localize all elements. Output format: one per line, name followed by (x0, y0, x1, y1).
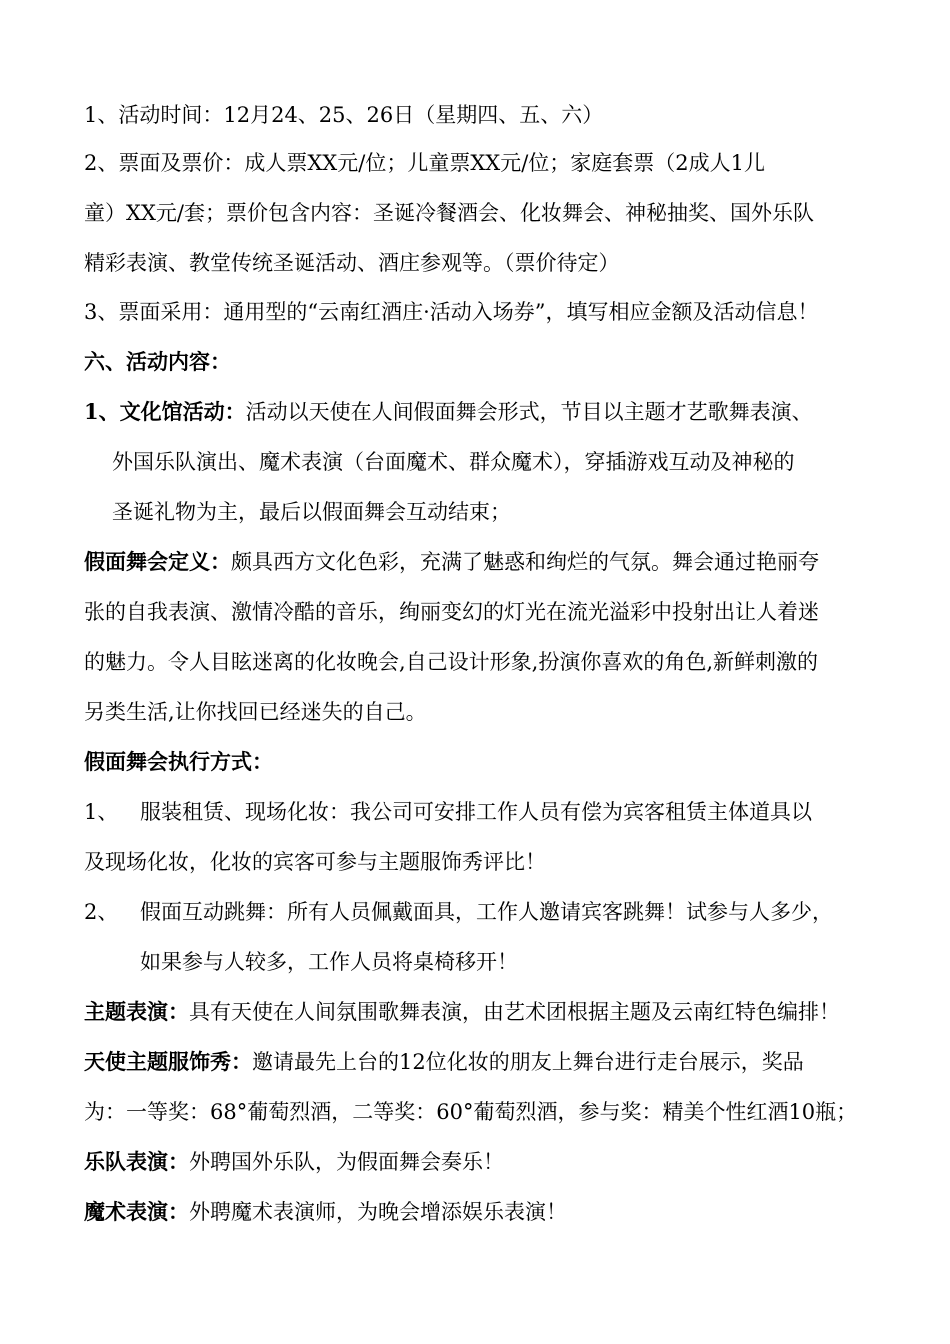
ticket-line-4: 精彩表演、教堂传统圣诞活动、酒庄参观等。（票价待定） (84, 251, 620, 275)
definition-line-2: 张的自我表演、激情冷酷的音乐，绚丽变幻的灯光在流光溢彩中投射出让人着迷 (84, 600, 819, 624)
execution-item-2-text: 假面互动跳舞：所有人员佩戴面具，工作人邀请宾客跳舞！试参与人多少， (140, 900, 833, 924)
definition-label: 假面舞会定义： (84, 549, 231, 574)
execution-item-2 (84, 897, 833, 927)
culture-hall-line-2: 外国乐队演出、魔术表演（台面魔术、群众魔术），穿插游戏互动及神秘的 (112, 450, 795, 474)
execution-heading: 假面舞会执行方式： (84, 749, 273, 774)
theme-text: 具有天使在人间氛围歌舞表演，由艺术团根据主题及云南红特色编排！ (189, 1000, 840, 1024)
fashion-label: 天使主题服饰秀： (84, 1049, 252, 1074)
execution-item-1-text: 服装租赁、现场化妆：我公司可安排工作人员有偿为宾客租赁主体道具以 (140, 800, 812, 824)
theme-label: 主题表演： (84, 999, 189, 1024)
magic-performance (84, 1197, 567, 1227)
definition-line-4: 另类生活,让你找回已经迷失的自己。 (84, 700, 427, 724)
magic-label: 魔术表演： (84, 1199, 189, 1224)
fashion-text: 邀请最先上台的12位化妆的朋友上舞台进行走台展示，奖品 (252, 1050, 804, 1074)
band-label: 乐队表演： (84, 1149, 189, 1174)
execution-item-1 (84, 797, 812, 827)
culture-hall-item (84, 397, 813, 427)
ticket-line-1: 1、活动时间：12月24、25、26日（星期四、五、六） (84, 103, 604, 127)
magic-text: 外聘魔术表演师，为晚会增添娱乐表演！ (189, 1200, 567, 1224)
definition-paragraph (84, 547, 819, 577)
execution-item-2-line-2: 如果参与人较多，工作人员将桌椅移开！ (140, 950, 518, 974)
definition-line-3: 的魅力。令人目眩迷离的化妆晚会,自己设计形象,扮演你喜欢的角色,新鲜刺激的 (84, 650, 819, 674)
ticket-line-5: 3、票面采用：通用型的“云南红酒庄·活动入场券”，填写相应金额及活动信息！ (84, 300, 819, 324)
theme-performance (84, 997, 840, 1027)
culture-hall-text: 活动以天使在人间假面舞会形式，节目以主题才艺歌舞表演、 (245, 400, 813, 424)
ticket-line-2: 2、票面及票价：成人票XX元/位；儿童票XX元/位；家庭套票（2成人1儿 (84, 151, 766, 175)
execution-item-2-number: 2、 (84, 900, 119, 924)
execution-item-1-line-2: 及现场化妆，化妆的宾客可参与主题服饰秀评比！ (84, 850, 546, 874)
definition-text: 颇具西方文化色彩，充满了魅惑和绚烂的气氛。舞会通过艳丽夸 (231, 550, 819, 574)
ticket-line-3: 童）XX元/套；票价包含内容：圣诞冷餐酒会、化妆舞会、神秘抽奖、国外乐队 (84, 201, 814, 225)
section-heading: 六、活动内容： (84, 349, 231, 374)
fashion-show (84, 1047, 804, 1077)
culture-hall-line-3: 圣诞礼物为主，最后以假面舞会互动结束； (112, 500, 511, 524)
fashion-line-2: 为：一等奖：68°葡萄烈酒，二等奖：60°葡萄烈酒，参与奖：精美个性红酒10瓶； (84, 1100, 858, 1124)
band-performance (84, 1147, 504, 1177)
band-text: 外聘国外乐队，为假面舞会奏乐！ (189, 1150, 504, 1174)
execution-item-1-number: 1、 (84, 800, 119, 824)
culture-hall-label: 1、文化馆活动： (84, 399, 246, 424)
